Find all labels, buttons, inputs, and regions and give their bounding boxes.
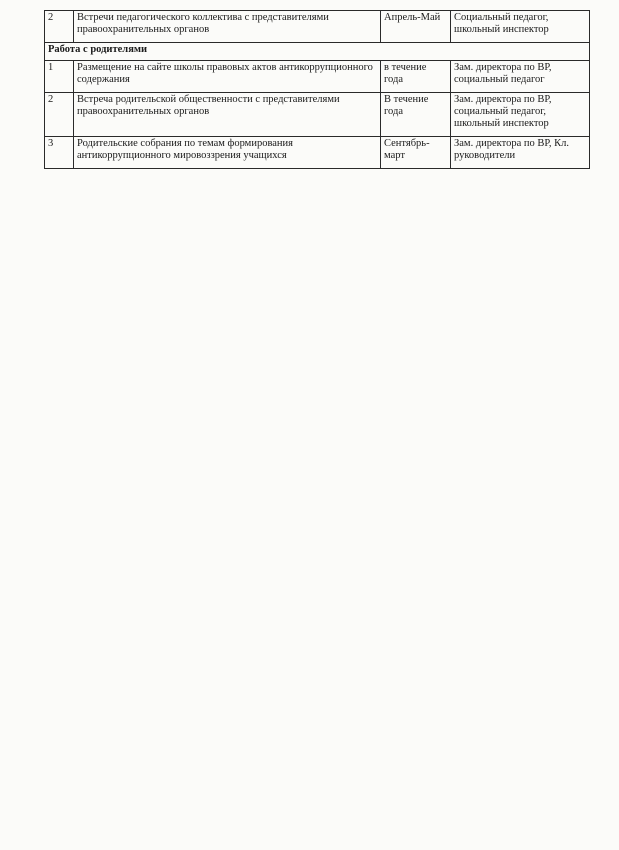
event-cell: Встреча родительской общественности с представителями правоохранительных органов (74, 93, 381, 137)
row-number: 1 (45, 61, 74, 93)
date-cell: в течение года (381, 61, 451, 93)
event-cell: Встречи педагогического коллектива с представителями правоохранительных органов (74, 11, 381, 43)
table-row (45, 11, 590, 43)
row-number: 2 (45, 11, 74, 43)
section-title: Работа с родителями (45, 43, 590, 61)
row-number: 3 (45, 137, 74, 169)
event-cell: Размещение на сайте школы правовых актов антикоррупционного содержания (74, 61, 381, 93)
date-cell: Сентябрь-март (381, 137, 451, 169)
responsible-cell: Социальный педагог, школьный инспектор (451, 11, 590, 43)
date-cell: Апрель-Май (381, 11, 451, 43)
table-row (45, 93, 590, 137)
responsible-cell: Зам. директора по ВР, Кл. руководители (451, 137, 590, 169)
date-cell: В течение года (381, 93, 451, 137)
table-row (45, 137, 590, 169)
section-header-row (45, 43, 590, 61)
responsible-cell: Зам. директора по ВР, социальный педагог (451, 61, 590, 93)
table-row (45, 61, 590, 93)
event-cell: Родительские собрания по темам формирования антикоррупционного мировоззрения учащихся (74, 137, 381, 169)
row-number: 2 (45, 93, 74, 137)
anticorruption-plan-table (44, 10, 590, 169)
responsible-cell: Зам. директора по ВР, социальный педагог, школьный инспектор (451, 93, 590, 137)
